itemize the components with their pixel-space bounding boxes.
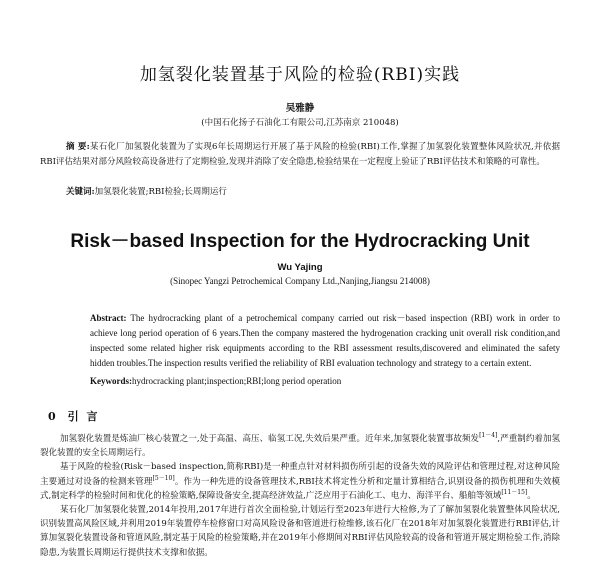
- citation-ref[interactable]: [11－15]: [501, 488, 528, 496]
- keywords-english: [90, 376, 560, 386]
- affiliation-english: (Sinopec Yangzi Petrochemical Company Ltd.,Nanjing,Jiangsu 214008): [170, 276, 430, 286]
- body-paragraph-1: 加氢裂化装置是炼油厂核心装置之一,处于高温、高压、临氢工况,失效后果严重。近年来,加氢裂化装置事故频发[1－4],严重制约着加氢裂化装置的安全长周期运行。: [40, 432, 560, 459]
- body-text: [40, 432, 560, 560]
- author-english: Wu Yajing: [277, 262, 323, 273]
- abstract-chinese-label: 摘 要:: [66, 142, 90, 152]
- citation-ref[interactable]: [1－4]: [479, 432, 498, 440]
- abstract-chinese: [40, 140, 560, 170]
- author-chinese: 吴雅静: [285, 103, 315, 114]
- abstract-english: [90, 311, 560, 371]
- abstract-chinese-text: 某石化厂加氢裂化装置为了实现6年长周期运行开展了基于风险的检验(RBI)工作,掌握了加氢裂化装置整体风险状况,并依据RBI评估结果对部分风险较高设备进行了定期检验,发现并消除了安全隐患,检验结果在一定程度上验证了RBI评估技术和策略的可靠性。: [40, 142, 560, 167]
- citation-ref[interactable]: [5－10]: [152, 474, 175, 482]
- keywords-english-text: hydrocracking plant;inspection;RBI;long period operation: [132, 376, 342, 386]
- section-heading-introduction: [48, 408, 100, 424]
- abstract-english-text: The hydrocracking plant of a petrochemical company carried out risk－based inspection (RBI) work in order to achieve long period operation of 6 years.Then the company mastered the hydrogenation cracking unit overall risk condition,and inspected some related higher risk equipments according to the RBI assessment results,discovered and eliminated the safety hidden troubles.The inspection results verified the reliability of RBI evaluation technology and strategy to a certain extent.: [90, 313, 560, 368]
- title-chinese: 加氢裂化装置基于风险的检验(RBI)实践: [139, 65, 461, 85]
- body-paragraph-2: 基于风险的检验(Risk－based inspection,简称RBI)是一种重点针对材料损伤所引起的设备失效的风险评估和管理过程,对这种风险主要通过对设备的检测来管理[5－10]。作为一种先进的设备管理技术,RBI技术将定性分析和定量计算相结合,识别设备的损伤机理和失效模式,制定科学的检验时间和优化的检验策略,保障设备安全,提高经济效益,广泛应用于石油化工、电力、海洋平台、船舶等领域[11－15]。: [40, 462, 560, 501]
- body-paragraph-3: 某石化厂加氢裂化装置,2014年投用,2017年进行首次全面检验,计划运行至2023年进行大检修,为了了解加氢裂化装置整体风险状况,识别装置高风险区域,并利用2019年装置停车检修窗口对高风险设备和管道进行检维修,该石化厂在2018年对加氢裂化装置进行RBI评估,计算加氢裂化装置设备和管道风险,制定基于风险的检验策略,并在2019年小修期间对RBI评估风险较高的设备和管道开展定期检验工作,消除隐患,为装置长周期运行提供技术支撑和依据。: [40, 505, 560, 558]
- keywords-chinese-label: 关键词:: [66, 187, 95, 197]
- keywords-chinese-text: 加氢裂化装置;RBI检验;长周期运行: [94, 187, 227, 197]
- keywords-english-label: Keywords:: [90, 376, 132, 386]
- abstract-english-label: Abstract:: [90, 313, 127, 323]
- affiliation-chinese: (中国石化扬子石油化工有限公司,江苏南京 210048): [201, 118, 399, 128]
- section-title: 引 言: [67, 410, 100, 423]
- title-english: Risk－based Inspection for the Hydrocracking Unit: [70, 231, 530, 252]
- keywords-chinese: [66, 185, 560, 197]
- section-number: 0: [48, 410, 58, 423]
